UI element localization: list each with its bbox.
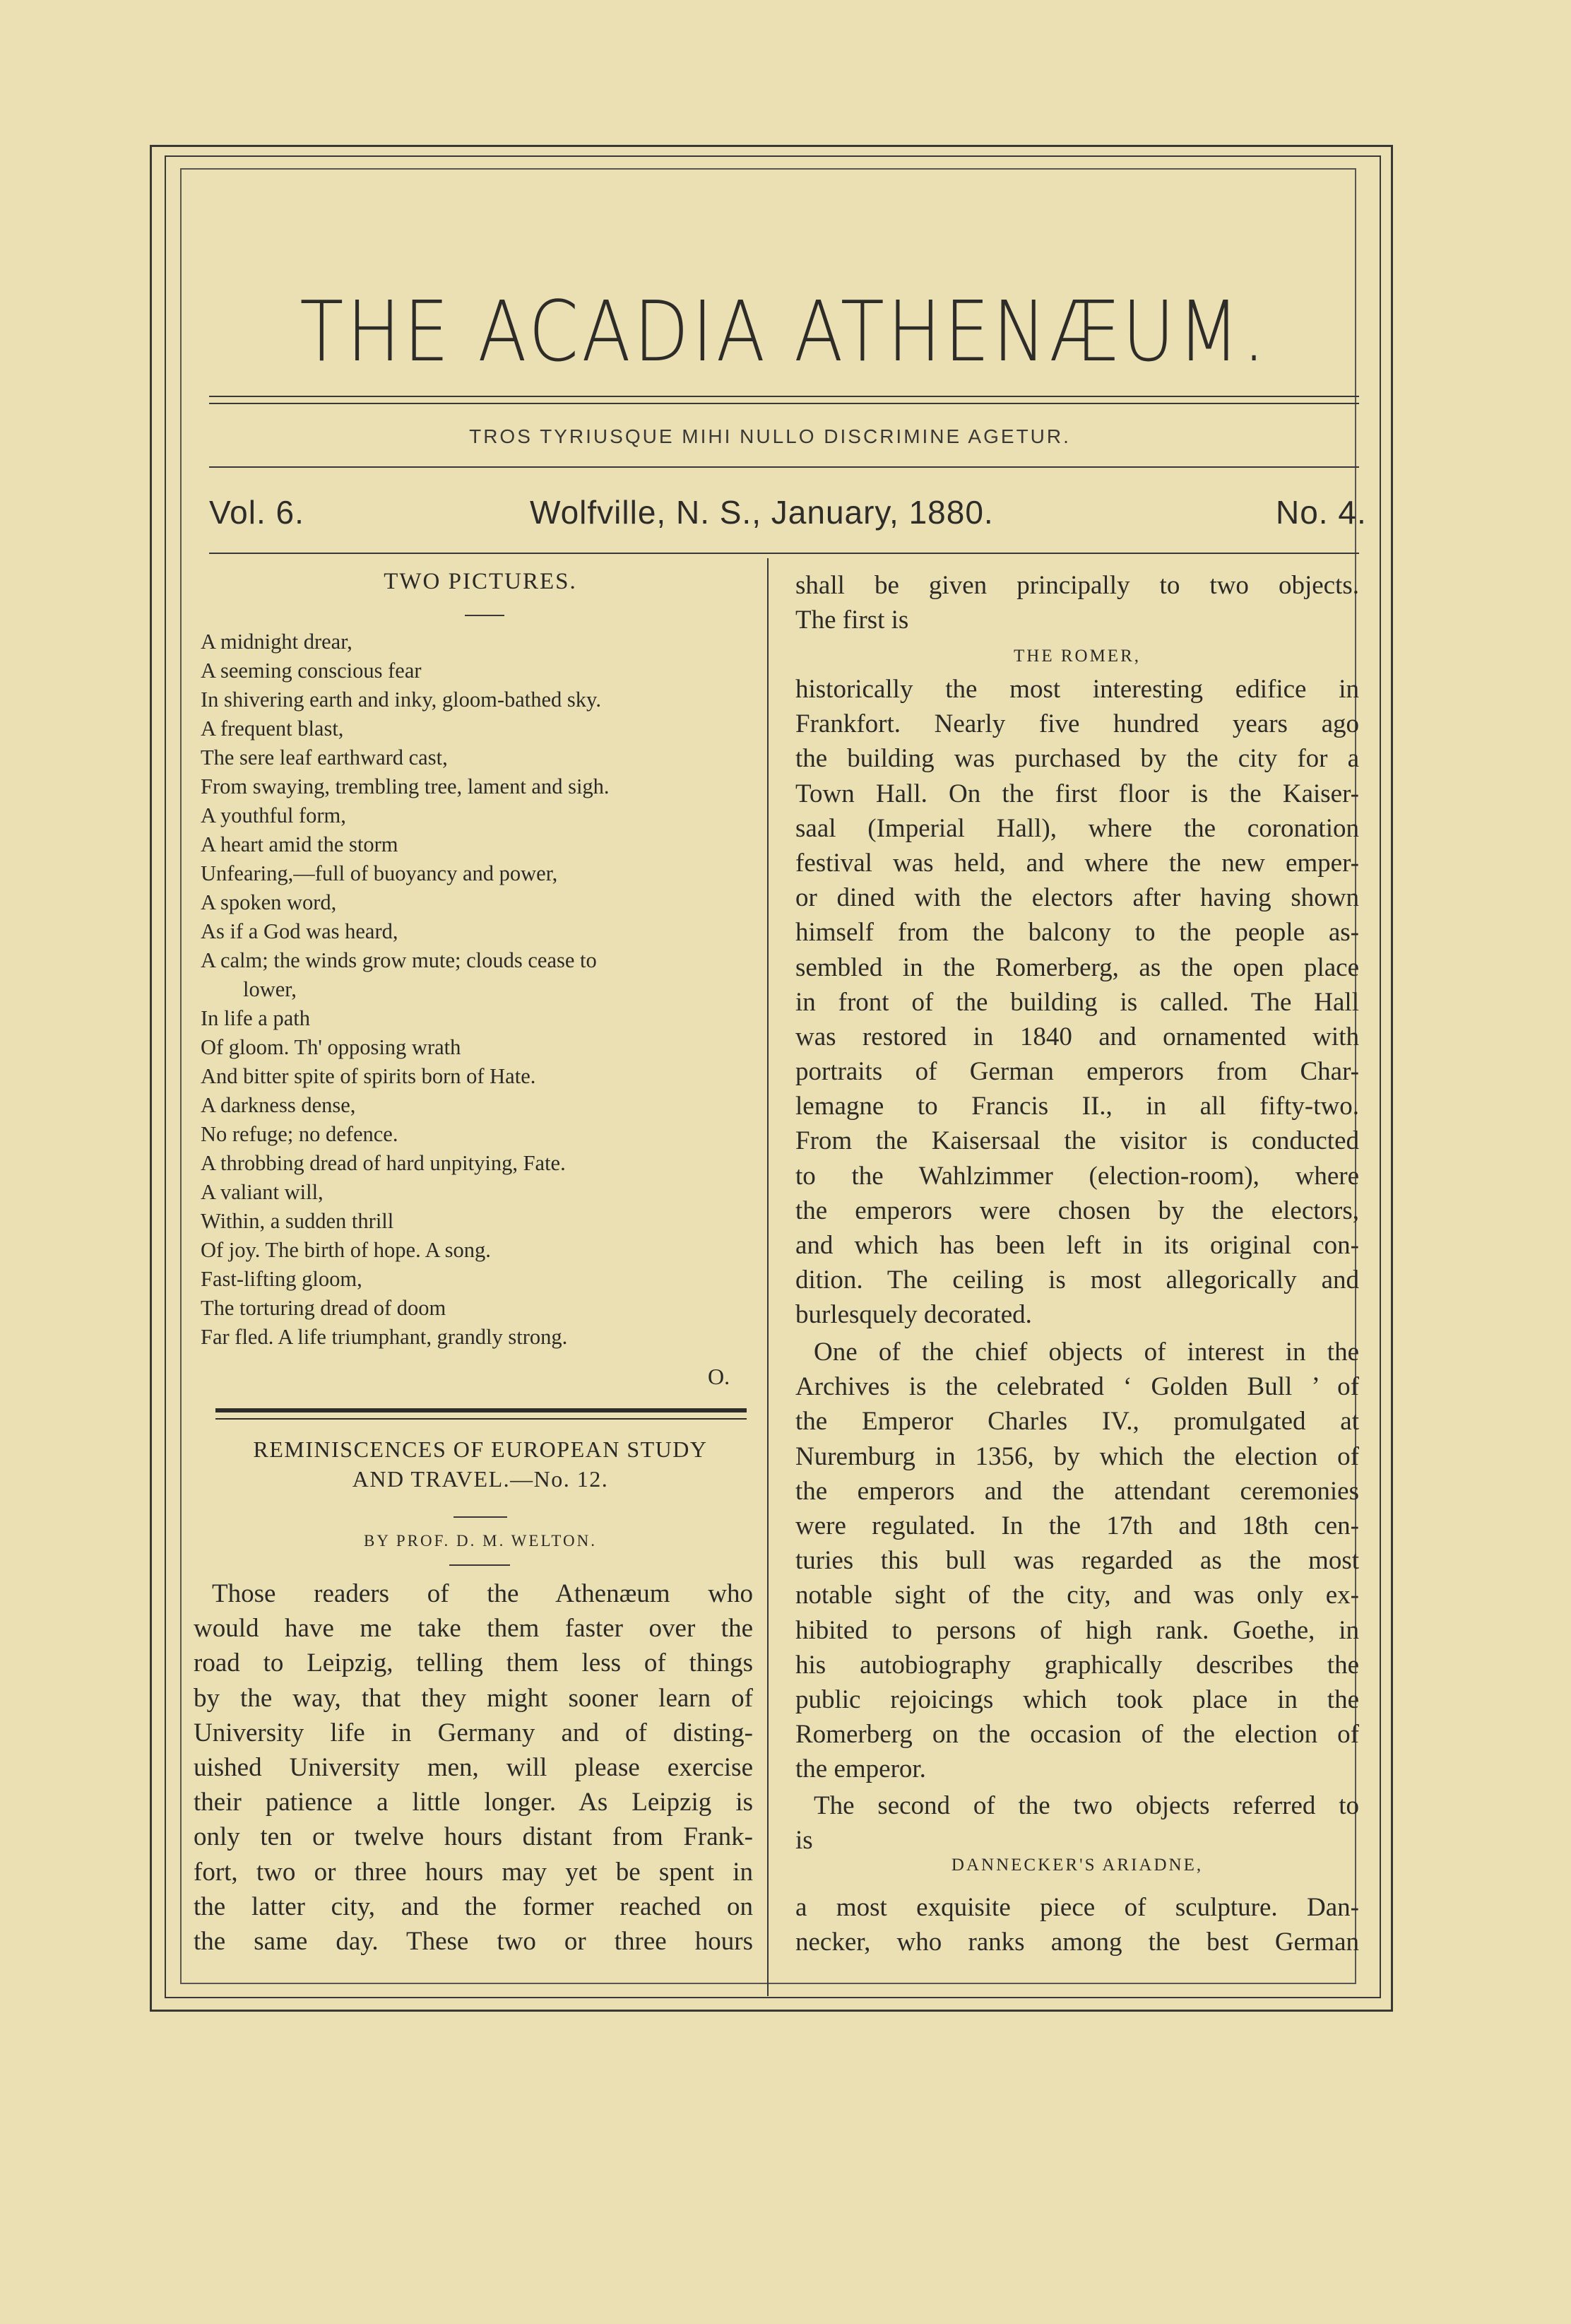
poem-line: A spoken word,	[201, 890, 337, 914]
prose-line: would have me take them faster over the	[194, 1614, 753, 1644]
poem-line: A seeming conscious fear	[201, 659, 422, 683]
poem-line: lower,	[243, 977, 297, 1001]
poem-line: A darkness dense,	[201, 1093, 356, 1117]
masthead-rule-top-2	[209, 403, 1359, 404]
article-left-column	[194, 1576, 753, 1959]
prose-line: Those readers of the Athenæum who	[212, 1579, 753, 1608]
prose-line: Romerberg on the occasion of the election of	[795, 1720, 1359, 1750]
prose-line: notable sight of the city, and was only ex-	[795, 1581, 1359, 1610]
prose-line: hibited to persons of high rank. Goethe, in	[795, 1615, 1359, 1645]
poem-title: TWO PICTURES.	[384, 569, 577, 594]
article-romer-paragraph	[795, 672, 1359, 1333]
poem-line: From swaying, trembling tree, lament and sigh.	[201, 774, 610, 798]
poem-line: A valiant will,	[201, 1180, 324, 1204]
poem-line: The torturing dread of doom	[201, 1296, 446, 1320]
issue-rule	[209, 553, 1359, 554]
prose-line: sembled in the Romerberg, as the open place	[795, 952, 1359, 982]
prose-line: the latter city, and the former reached on	[194, 1892, 753, 1921]
poem-line: In life a path	[201, 1006, 310, 1030]
prose-line: by the way, that they might sooner learn of	[194, 1683, 753, 1713]
article-archives-paragraph	[795, 1335, 1359, 1786]
masthead-motto: TROS TYRIUSQUE MIHI NULLO DISCRIMINE AGETUR.	[469, 425, 1071, 447]
prose-line: or dined with the electors after having shown	[795, 883, 1359, 913]
prose-line: Frankfort. Nearly five hundred years ago	[795, 709, 1359, 739]
poem-title-rule	[465, 615, 504, 616]
prose-line: was restored in 1840 and ornamented with	[795, 1022, 1359, 1051]
article-title-line2: AND TRAVEL.—No. 12.	[352, 1466, 609, 1492]
prose-line: dition. The ceiling is most allegorically and	[795, 1266, 1359, 1295]
prose-line: portraits of German emperors from Char-	[795, 1057, 1359, 1087]
article-right-intro	[795, 568, 1359, 637]
prose-line: saal (Imperial Hall), where the coronation	[795, 813, 1359, 843]
prose-line: to the Wahlzimmer (election-room), where	[795, 1161, 1359, 1191]
poem-line: Within, a sudden thrill	[201, 1209, 394, 1233]
prose-line: lemagne to Francis II., in all fifty-two.	[795, 1092, 1359, 1121]
prose-line: their patience a little longer. As Leipzig is	[194, 1788, 753, 1817]
prose-line: Town Hall. On the first floor is the Kaiser-	[795, 779, 1359, 808]
issue-number: No. 4.	[1276, 494, 1367, 531]
prose-line: One of the chief objects of interest in the	[814, 1338, 1359, 1367]
subhead-ariadne: DANNECKER'S ARIADNE,	[951, 1856, 1204, 1875]
poem-line: In shivering earth and inky, gloom-bathed sky.	[201, 688, 601, 712]
prose-line: historically the most interesting edifice in	[795, 675, 1359, 704]
prose-line: burlesquely decorated.	[795, 1300, 1032, 1330]
poem-line: Unfearing,—full of buoyancy and power,	[201, 861, 558, 885]
prose-line: a most exquisite piece of sculpture. Dan-	[795, 1893, 1359, 1922]
article-byline: BY PROF. D. M. WELTON.	[364, 1532, 597, 1550]
poem-line: A youthful form,	[201, 803, 346, 827]
prose-line: only ten or twelve hours distant from Frank-	[194, 1822, 753, 1852]
prose-line: were regulated. In the 17th and 18th cen-	[795, 1511, 1359, 1540]
prose-line: Nuremburg in 1356, by which the election of	[795, 1441, 1359, 1471]
article-title	[201, 1434, 759, 1494]
prose-line: road to Leipzig, telling them less of things	[194, 1648, 753, 1678]
poem-line: A midnight drear,	[201, 630, 352, 654]
prose-line: festival was held, and where the new emper-	[795, 848, 1359, 878]
article-second-object	[795, 1788, 1359, 1858]
prose-line: necker, who ranks among the best German	[795, 1928, 1359, 1957]
byline-rule	[449, 1564, 510, 1566]
prose-line: public rejoicings which took place in the	[795, 1685, 1359, 1714]
section-rule-thick	[215, 1408, 747, 1412]
prose-line: himself from the balcony to the people as-	[795, 918, 1359, 948]
prose-line: University life in Germany and of disting-	[194, 1718, 753, 1747]
poem-line: A frequent blast,	[201, 716, 344, 741]
poem-line: Of joy. The birth of hope. A song.	[201, 1238, 491, 1262]
prose-line: his autobiography graphically describes the	[795, 1650, 1359, 1680]
prose-line: The second of the two objects referred to	[814, 1791, 1359, 1820]
poem-line: No refuge; no defence.	[201, 1122, 398, 1146]
prose-line: the emperors were chosen by the electors,	[795, 1196, 1359, 1225]
prose-line: From the Kaisersaal the visitor is conducted	[795, 1126, 1359, 1156]
prose-line: turies this bull was regarded as the most	[795, 1546, 1359, 1576]
poem-line: And bitter spite of spirits born of Hate.	[201, 1064, 536, 1088]
masthead-title: THE ACADIA ATHENÆUM.	[300, 283, 1269, 380]
prose-line: the Emperor Charles IV., promulgated at	[795, 1407, 1359, 1437]
poem-line: Of gloom. Th' opposing wrath	[201, 1035, 461, 1059]
poem-line: Fast-lifting gloom,	[201, 1267, 362, 1291]
masthead-rule-top	[209, 396, 1359, 397]
article-title-line1: REMINISCENCES OF EUROPEAN STUDY	[253, 1437, 708, 1462]
poem-signature: O.	[708, 1364, 730, 1389]
section-rule-thin	[215, 1418, 747, 1420]
prose-line: The first is	[795, 606, 909, 635]
column-divider	[767, 558, 769, 1996]
poem-body	[201, 627, 766, 1352]
poem-line: The sere leaf earthward cast,	[201, 745, 448, 769]
prose-line: the same day. These two or three hours	[194, 1926, 753, 1956]
prose-line: the building was purchased by the city for a	[795, 744, 1359, 774]
poem-line: A calm; the winds grow mute; clouds cease to	[201, 948, 597, 972]
poem-line: A heart amid the storm	[201, 832, 398, 856]
subhead-romer: THE ROMER,	[1014, 647, 1141, 666]
poem-line: Far fled. A life triumphant, grandly strong.	[201, 1325, 568, 1349]
poem-line: As if a God was heard,	[201, 919, 398, 943]
article-ariadne-paragraph	[795, 1890, 1359, 1959]
prose-line: and which has been left in its original con-	[795, 1231, 1359, 1260]
prose-line: is	[795, 1826, 813, 1856]
prose-line: in front of the building is called. The Hall	[795, 987, 1359, 1017]
prose-line: shall be given principally to two objects.	[795, 571, 1359, 600]
article-title-rule	[453, 1516, 507, 1518]
prose-line: fort, two or three hours may yet be spent in	[194, 1857, 753, 1887]
issue-place-date: Wolfville, N. S., January, 1880.	[530, 494, 994, 531]
prose-line: the emperor.	[795, 1754, 926, 1784]
prose-line: Archives is the celebrated ‘ Golden Bull ’ of	[795, 1372, 1359, 1402]
motto-rule	[209, 466, 1359, 468]
prose-line: uished University men, will please exercise	[194, 1752, 753, 1782]
poem-line: A throbbing dread of hard unpitying, Fate.	[201, 1151, 566, 1175]
issue-volume: Vol. 6.	[209, 494, 304, 531]
prose-line: the emperors and the attendant ceremonies	[795, 1476, 1359, 1506]
